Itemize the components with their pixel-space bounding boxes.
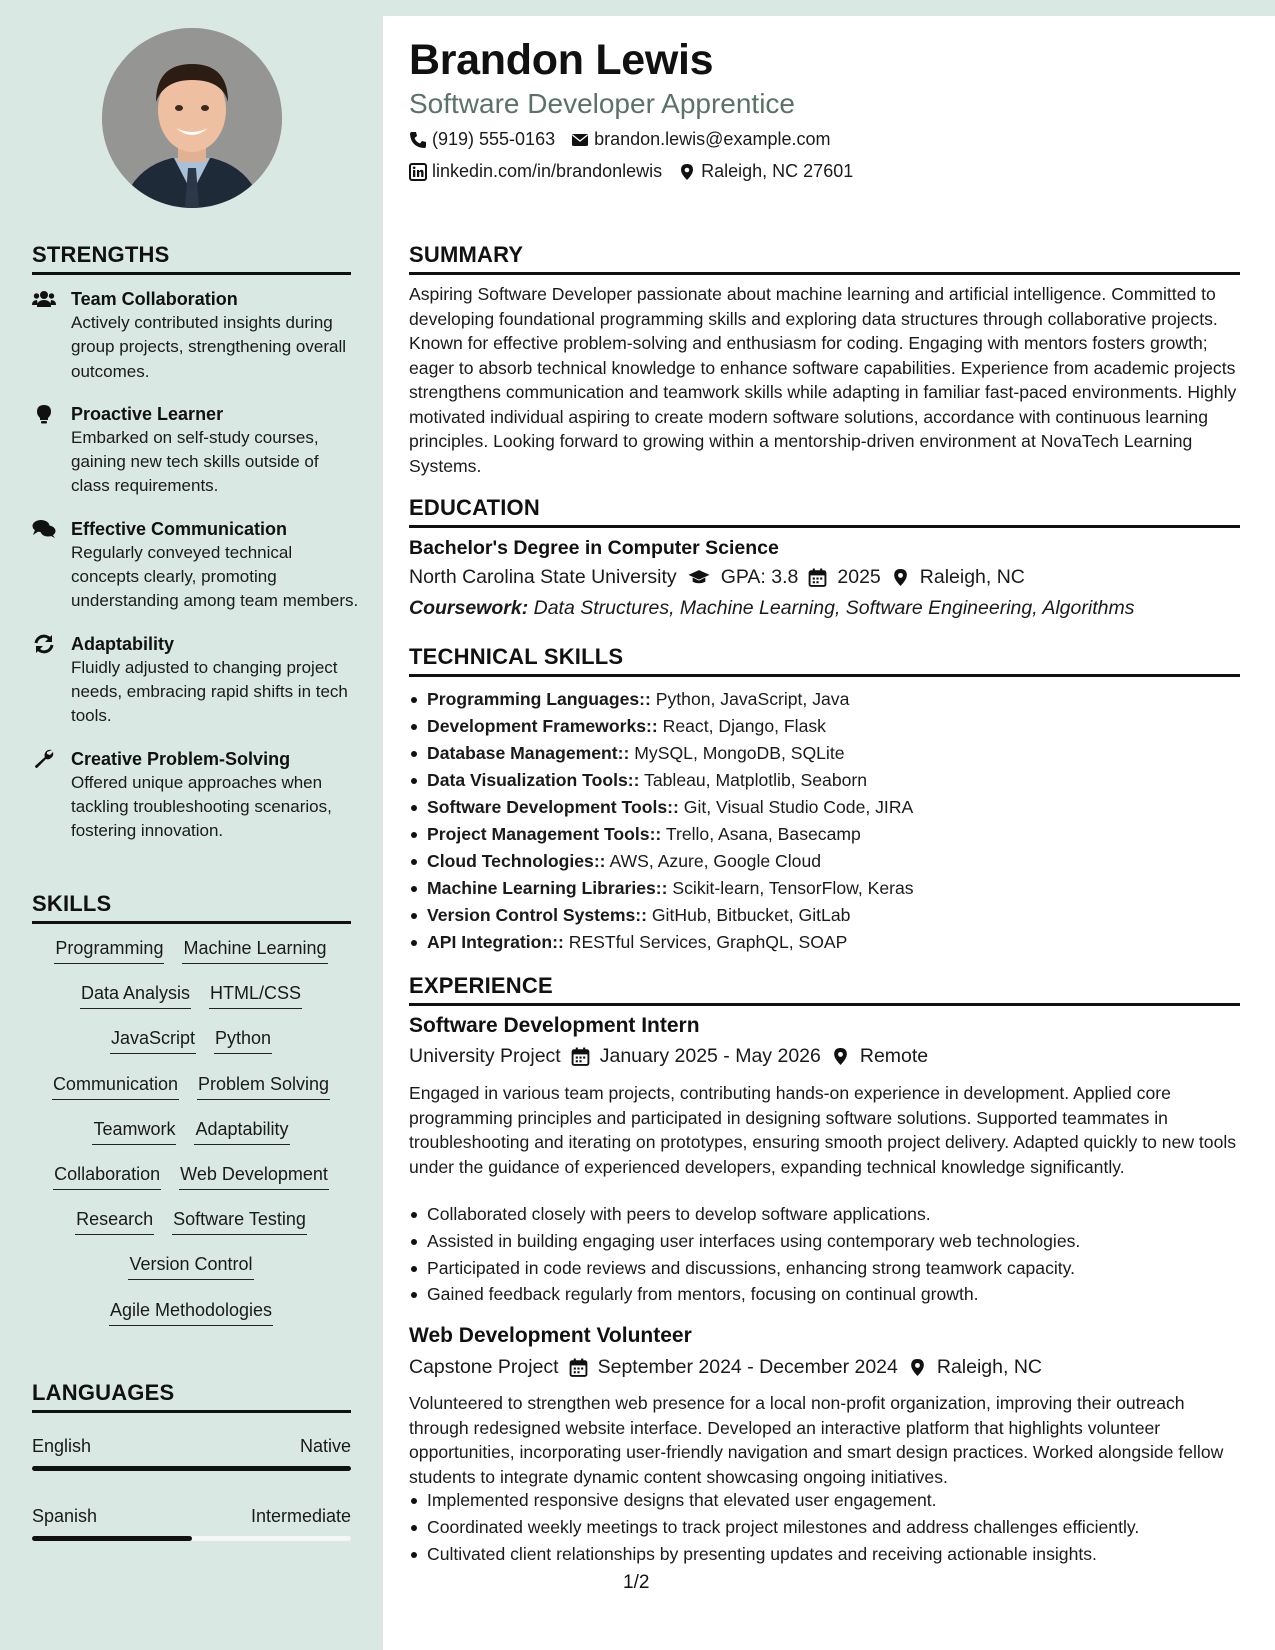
skill-tag: JavaScript [110,1026,196,1054]
strength-title: Proactive Learner [71,403,224,424]
contact-linkedin[interactable] [409,161,662,182]
strengths-heading: STRENGTHS [32,242,170,267]
strength-title: Creative Problem-Solving [71,748,291,769]
skill-row [32,1026,350,1071]
contact-location [678,161,853,182]
degree-title: Bachelor's Degree in Computer Science [409,537,779,559]
calendar-icon [571,1047,590,1066]
skill-tag: Software Testing [172,1207,307,1235]
skill-tag: Python [214,1026,272,1054]
skill-category: Machine Learning Libraries:: [427,878,668,898]
skill-values: AWS, Azure, Google Cloud [609,851,822,871]
language-name: Spanish [32,1506,98,1526]
email-text[interactable]: brandon.lewis@example.com [594,129,831,149]
language-proficiency-fill [32,1466,351,1471]
page-number: 1/2 [623,1572,650,1593]
job-bullets [427,1201,1247,1308]
skill-tag: Machine Learning [182,936,327,964]
skills-rule [32,921,351,924]
calendar-icon [808,568,827,587]
job-meta [409,1356,1042,1379]
experience-rule [409,1003,1240,1006]
strength-desc: Embarked on self-study courses, gaining new tech skills outside of class requirements. [71,427,319,496]
education-heading: EDUCATION [409,495,540,520]
contact-row [409,161,853,182]
graduation-year: 2025 [837,566,881,588]
skills-list [32,936,350,1343]
job-title: Software Development Intern [409,1014,700,1037]
strength-desc: Fluidly adjusted to changing project needs, embracing rapid shifts in tech tools. [71,657,348,726]
list-item [427,794,1257,821]
skill-tag: Programming [54,936,164,964]
job-org: Capstone Project [409,1356,559,1378]
sync-icon [32,634,56,654]
skill-row [32,936,350,981]
candidate-name: Brandon Lewis [409,36,714,84]
education-meta [409,566,1025,589]
skill-category: Development Frameworks:: [427,716,658,736]
skill-category: Programming Languages:: [427,689,651,709]
job-title: Web Development Volunteer [409,1324,692,1347]
map-pin-icon [908,1358,927,1377]
skills-heading: SKILLS [32,891,112,916]
language-name: English [32,1436,92,1456]
strength-desc: Regularly conveyed technical concepts clearly, promoting understanding among team members. [71,542,359,611]
coursework-label: Coursework: [409,597,529,619]
skill-tag: Problem Solving [197,1072,330,1100]
list-item [427,740,1257,767]
school-name: North Carolina State University [409,566,677,588]
job-location: Raleigh, NC [936,1356,1042,1378]
chat-bubbles-icon [32,519,56,539]
skill-values: Git, Visual Studio Code, JIRA [683,797,914,817]
map-pin-icon [891,568,910,587]
skill-values: GitHub, Bitbucket, GitLab [651,905,851,925]
wrench-icon [32,749,56,769]
phone-text: (919) 555-0163 [432,129,556,149]
skill-row [32,981,350,1026]
strength-item [32,287,362,384]
map-pin-icon [831,1047,850,1066]
strengths-list [32,287,362,859]
list-item [427,929,1257,956]
contact-phone [409,129,555,150]
skill-values: Tableau, Matplotlib, Seaborn [644,770,868,790]
technical-skills-rule [409,674,1240,677]
language-proficiency-fill [32,1536,192,1541]
contact-row [409,129,830,150]
job-description: Volunteered to strengthen web presence for a local non-profit organization, improving their outreach through redesigned website interface. Developed an interactive platform that highlights volunteer opportunities, incorporating user-friendly navigation and smart design practices. Worked alongside fellow students to integrate dynamic content showcasing ongoing initiatives. [409,1393,1224,1487]
skill-tag: Collaboration [53,1162,161,1190]
skill-tag: Teamwork [92,1117,176,1145]
language-item [32,1434,351,1471]
skill-category: Software Development Tools:: [427,797,679,817]
skill-values: Scikit-learn, TensorFlow, Keras [672,878,914,898]
skill-row [32,1162,350,1207]
list-item [427,821,1257,848]
skill-tag: Adaptability [194,1117,289,1145]
users-icon [32,289,56,309]
skill-category: Version Control Systems:: [427,905,647,925]
languages-rule [32,1410,351,1413]
list-item: Implemented responsive designs that elevated user engagement. [427,1487,1247,1514]
avatar [102,28,282,208]
list-item: Assisted in building engaging user interfaces using contemporary web technologies. [427,1228,1247,1255]
skill-values: React, Django, Flask [662,716,826,736]
map-pin-icon [678,163,696,181]
lightbulb-icon [32,404,56,424]
strength-desc: Actively contributed insights during group projects, strengthening overall outcomes. [71,313,346,381]
strength-item [32,632,362,729]
language-proficiency-bar [32,1536,351,1541]
list-item: Participated in code reviews and discussions, enhancing strong teamwork capacity. [427,1255,1247,1282]
skill-row [32,1298,350,1343]
list-item [427,686,1257,713]
skill-tag: Agile Methodologies [109,1298,273,1326]
linkedin-icon [409,163,427,181]
skill-category: API Integration:: [427,932,564,952]
strength-item [32,517,362,614]
skill-category: Data Visualization Tools:: [427,770,640,790]
technical-skills-heading: TECHNICAL SKILLS [409,644,624,669]
language-item [32,1504,351,1541]
skill-category: Database Management:: [427,743,630,763]
gpa-text: GPA: 3.8 [720,566,799,588]
linkedin-text[interactable]: linkedin.com/in/brandonlewis [432,161,663,181]
summary-heading: SUMMARY [409,242,524,267]
graduation-cap-icon [687,568,711,587]
list-item [427,848,1257,875]
job-dates: September 2024 - December 2024 [597,1356,898,1378]
coursework-list: Data Structures, Machine Learning, Software Engineering, Algorithms [533,597,1135,619]
candidate-role: Software Developer Apprentice [409,88,795,119]
coursework [409,597,1134,620]
envelope-icon [571,131,589,149]
list-item [427,875,1257,902]
strength-item [32,402,362,499]
skill-values: Trello, Asana, Basecamp [665,824,861,844]
list-item: Collaborated closely with peers to develop software applications. [427,1201,1247,1228]
skill-row [32,1207,350,1252]
skill-category: Cloud Technologies:: [427,851,606,871]
strength-title: Team Collaboration [71,289,238,309]
list-item [427,767,1257,794]
skill-values: RESTful Services, GraphQL, SOAP [568,932,848,952]
job-bullets [427,1487,1247,1567]
contact-email[interactable] [571,129,830,150]
job-meta [409,1045,928,1068]
strength-title: Adaptability [71,633,175,654]
skill-values: Python, JavaScript, Java [655,689,850,709]
technical-skills-list [409,686,1257,956]
calendar-icon [569,1358,588,1377]
list-item [427,713,1257,740]
skill-tag: Research [75,1207,154,1235]
skill-row [32,1072,350,1117]
phone-icon [409,131,427,149]
skill-tag: Data Analysis [80,981,191,1009]
list-item: Coordinated weekly meetings to track project milestones and address challenges efficiently. [427,1514,1247,1541]
languages-heading: LANGUAGES [32,1380,175,1405]
skill-row [32,1252,350,1297]
skill-tag: HTML/CSS [209,981,302,1009]
list-item [427,902,1257,929]
experience-heading: EXPERIENCE [409,973,553,998]
education-location: Raleigh, NC [919,566,1025,588]
skill-values: MySQL, MongoDB, SQLite [634,743,845,763]
skill-category: Project Management Tools:: [427,824,662,844]
job-dates: January 2025 - May 2026 [599,1045,821,1067]
strength-desc: Offered unique approaches when tackling troubleshooting scenarios, fostering innovation. [71,772,332,841]
summary-text: Aspiring Software Developer passionate about machine learning and artificial intelligence. Committed to developing foundational programming skills and exploring data structures through collaborative projects. Known for effective problem-solving and enthusiasm for coding. Engaging with mentors fosters growth; eager to absorb technical knowledge to enhance software capabilities. Experience from academic projects strengthens communication and teamwork skills while adapting in familiar fast-paced environments. Highly motivated individual aspiring to create modern software solutions, accordance with continuous learning principles. Looking forward to growing within a mentorship-driven environment at NovaTech Learning Systems. [409,284,1237,476]
language-level: Intermediate [250,1506,351,1526]
language-proficiency-bar [32,1466,351,1471]
skill-tag: Communication [52,1072,179,1100]
strengths-rule [32,272,351,275]
job-org: University Project [409,1045,561,1067]
job-description: Engaged in various team projects, contributing hands-on experience in development. Applied core programming principles and participated in designing software solutions. Supported teammates in troubleshooting and iterating on prototypes, ensuring smooth project delivery. Adapted quickly to new tools under the guidance of experienced developers, expanding technical knowledge significantly. [409,1083,1237,1177]
portrait-image [102,28,282,208]
list-item: Cultivated client relationships by presenting updates and receiving actionable insights. [427,1541,1247,1568]
language-level: Native [299,1436,351,1456]
skill-tag: Web Development [179,1162,329,1190]
strength-title: Effective Communication [71,518,288,539]
list-item: Gained feedback regularly from mentors, focusing on continual growth. [427,1281,1247,1308]
skill-row [32,1117,350,1162]
strength-item [32,747,362,844]
location-text: Raleigh, NC 27601 [701,161,854,181]
summary-rule [409,272,1240,275]
job-location: Remote [859,1045,929,1067]
skill-tag: Version Control [128,1252,253,1280]
education-rule [409,525,1240,528]
